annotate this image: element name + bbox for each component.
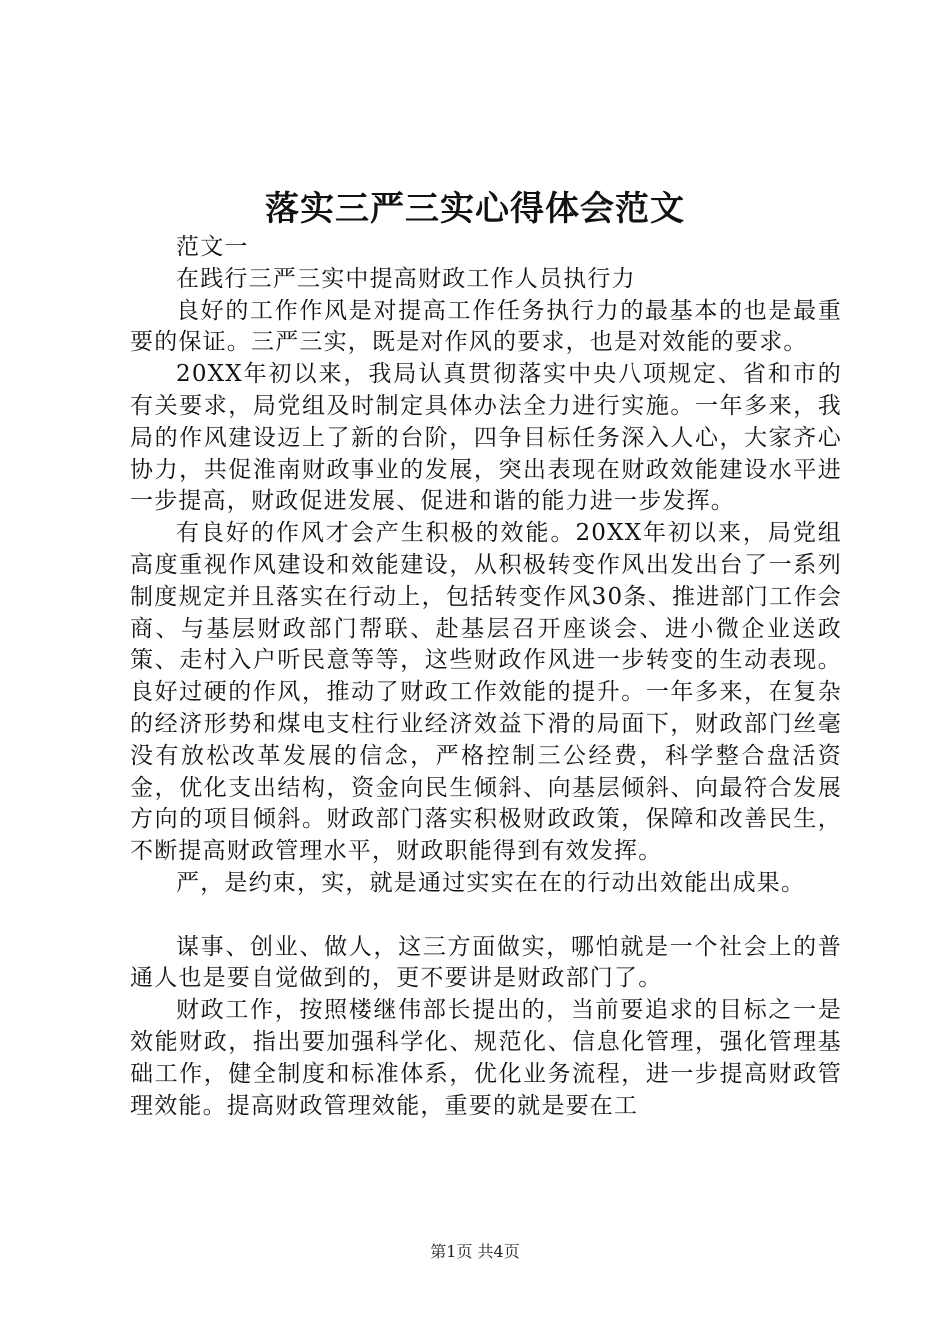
page-footer: 第1页 共4页 <box>430 1242 520 1261</box>
paragraph: 20XX年初以来，我局认真贯彻落实中央八项规定、省和市的有关要求，局党组及时制定具体办法全力进行实施。一年多来，我局的作风建设迈上了新的台阶，四争目标任务深入人心，大家齐心协力，共促淮南财政事业的发展，突出表现在财政效能建设水平进一步提高，财政促进发展、促进和谐的能力进一步发挥。 <box>130 361 842 515</box>
paragraph: 良好的工作作风是对提高工作任务执行力的最基本的也是最重要的保证。三严三实，既是对作风的要求，也是对效能的要求。 <box>130 297 842 356</box>
paragraph-heading-sample: 范文一 <box>176 234 249 260</box>
document-title: 落实三严三实心得体会范文 <box>265 189 685 229</box>
paragraph: 有良好的作风才会产生积极的效能。20XX年初以来，局党组高度重视作风建设和效能建设，从积极转变作风出发出台了一系列制度规定并且落实在行动上，包括转变作风30条、推进部门工作会商、与基层财政部门帮联、赴基层召开座谈会、进小微企业送政策、走村入户听民意等等，这些财政作风进一步转变的生动表现。良好过硬的作风，推动了财政工作效能的提升。一年多来，在复杂的经济形势和煤电支柱行业经济效益下滑的局面下，财政部门丝毫没有放松改革发展的信念，严格控制三公经费，科学整合盘活资金，优化支出结构，资金向民生倾斜、向基层倾斜、向最符合发展方向的项目倾斜。财政部门落实积极财政政策，保障和改善民生，不断提高财政管理水平，财政职能得到有效发挥。 <box>130 520 842 865</box>
paragraph: 谋事、创业、做人，这三方面做实，哪怕就是一个社会上的普通人也是要自觉做到的，更不要讲是财政部门了。 <box>130 933 842 992</box>
paragraph-subtitle: 在践行三严三实中提高财政工作人员执行力 <box>176 265 636 292</box>
paragraph: 严，是约束，实，就是通过实实在在的行动出效能出成果。 <box>176 869 806 896</box>
paragraph: 财政工作，按照楼继伟部长提出的，当前要追求的目标之一是效能财政，指出要加强科学化、规范化、信息化管理，强化管理基础工作，健全制度和标准体系，优化业务流程，进一步提高财政管理效能。提高财政管理效能，重要的就是要在工 <box>130 997 842 1119</box>
document-body <box>130 232 842 1122</box>
